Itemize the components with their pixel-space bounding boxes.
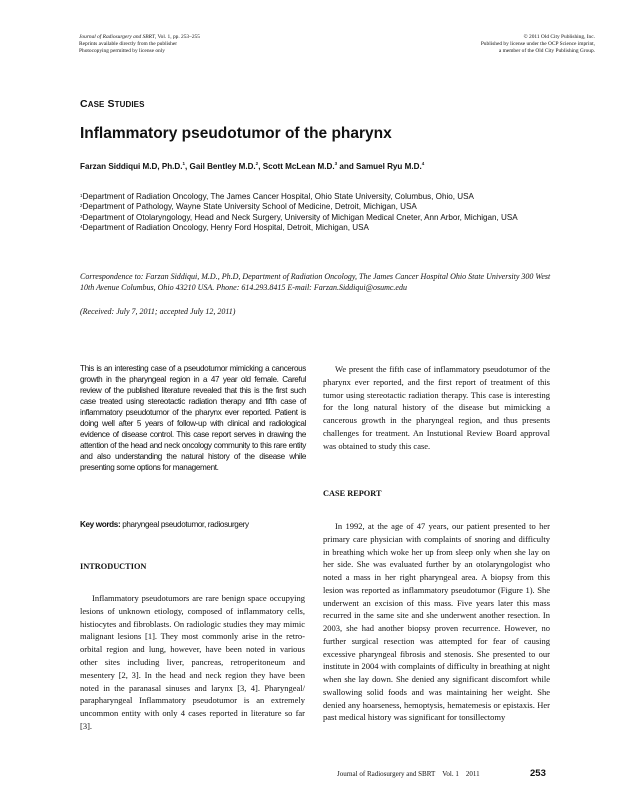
footer-year: 2011: [465, 770, 480, 778]
case-report-paragraph: In 1992, at the age of 47 years, our patient presented to her primary care physician with complaints of snoring and difficulty in breathing which woke her up from sleep only when she lay on her side. She was evaluated further by an otolaryngologist who noted a mass in her right pharyngeal area. A biopsy from this lesion was reported as inflammatory pseudotumor (Figure 1). She underwent an excision of this mass. Five years later this mass recurred in the same site and she underwent another resection. In 2003, she had another biopsy proven recurrence. However, no further surgical resection was attempted for fear of causing excessive pharyngeal fibrosis and stenosis. She presented to our institute in 2004 with complaints of difficulty in breathing at night when she lay down. She denied any significant discomfort while swallowing solid foods and was maintaining her weight. She denied any hoarseness, hemoptysis, hematemesis or epistaxis. Her past medical history was significant for tonsillectomy: [323, 521, 550, 723]
section-label: [80, 98, 145, 110]
author-affiliation-mark: 4: [421, 161, 425, 166]
author-list: [80, 162, 424, 171]
affiliation-text: Department of Radiation Oncology, Henry Ford Hospital, Detroit, Michigan, USA: [82, 223, 369, 233]
affiliation-mark: 2: [80, 203, 83, 209]
author-separator: and: [337, 162, 357, 171]
author-affiliation-mark: 3: [334, 161, 338, 166]
running-header-left: [79, 34, 309, 55]
section-label-cap: C: [80, 98, 88, 110]
affiliation: [80, 223, 550, 233]
author-separator: ,: [185, 162, 190, 171]
keywords: [80, 520, 310, 529]
reprints-note: Reprints available directly from the publisher: [79, 41, 178, 47]
section-label-rest: ASE: [87, 100, 105, 109]
affiliation: [80, 202, 550, 212]
case-report-heading: CASE REPORT: [323, 489, 382, 498]
author-name: Scott McLean M.D.: [262, 162, 335, 171]
citation-volume-pages: , Vol. 1, pp. 253–255: [154, 34, 200, 40]
author: [356, 162, 424, 171]
affiliation-mark: 3: [80, 213, 83, 219]
keywords-label: Key words:: [80, 520, 121, 529]
footer-journal-info: [337, 770, 480, 778]
author-name: Farzan Siddiqui M.D, Ph.D.: [80, 162, 183, 171]
author-name: Gail Bentley M.D.: [189, 162, 256, 171]
affiliation: [80, 213, 528, 223]
affiliation-text: Department of Otolaryngology, Head and Neck Surgery, University of Michigan Medical Cneter, Ann Arbor, Michigan, USA: [82, 212, 518, 222]
citation-line: [79, 34, 309, 41]
section-label-cap: S: [107, 98, 115, 110]
received-dates: (Received: July 7, 2011; accepted July 12, 2011): [80, 307, 236, 316]
affiliation: [80, 192, 550, 202]
introduction-continued-paragraph: We present the fifth case of inflammatory pseudotumor of the pharynx ever reported, and the first report of treatment of this tumor using stereotactic radiation therapy. This case is interesting for the long natural history of the disease but mimicking a cancerous growth in the pharyngeal region, and thus presents challenges for treatment. An Instutional Review Board approval was obtained to study this case.: [323, 364, 550, 451]
running-header-right: [390, 34, 595, 55]
author: [190, 162, 259, 171]
correspondence: Correspondence to: Farzan Siddiqui, M.D., Ph.D, Department of Radiation Oncology, The James Cancer Hospital Ohio State University 300 West 10th Avenue Columbus, Ohio 43210 USA. Phone: 614.293.8415 E-mail: Farzan.Siddiqui@osumc.edu: [80, 272, 551, 293]
introduction-heading: INTRODUCTION: [80, 562, 147, 571]
citation-journal: Journal of Radiosurgery and SBRT: [79, 34, 155, 40]
copyright-line: © 2011 Old City Publishing, Inc.: [523, 34, 595, 40]
photocopy-note: Photocopying permitted by license only: [79, 48, 165, 54]
affiliation-text: Department of Pathology, Wayne State University School of Medicine, Detroit, Michigan, USA: [82, 202, 417, 212]
affiliation-mark: 1: [80, 193, 83, 198]
author-affiliation-mark: 1: [182, 161, 186, 166]
footer-journal-name: Journal of Radiosurgery and SBRT: [337, 770, 436, 778]
article-title: Inflammatory pseudotumor of the pharynx: [80, 125, 392, 142]
keywords-list: pharyngeal pseudotumor, radiosurgery: [120, 520, 249, 529]
footer-volume: Vol. 1: [442, 770, 459, 778]
author-name: Samuel Ryu M.D.: [356, 162, 422, 171]
introduction-paragraph: Inflammatory pseudotumors are rare benign space occupying lesions of unknown etiology, composed of inflammatory cells, histiocytes and fibroblasts. On radiologic studies they may mimic malignant lesions [1]. They most commonly arise in the retro-orbital region and lung, however, have been noted in various other sites including liver, pancreas, retroperitoneum and mesentery [2, 3]. In the head and neck region they have been noted in the paranasal sinuses and larynx [3, 4]. Pharyngeal/ parapharyngeal Inflammatory pseudotumor is an extremely uncommon entity with only 4 cases reported in literature so far [3].: [80, 593, 305, 731]
author: [263, 162, 337, 171]
affiliation-text: Department of Radiation Oncology, The James Cancer Hospital, Ohio State University, Columbus, Ohio, USA: [82, 192, 474, 201]
author: [80, 162, 185, 171]
page-number: 253: [530, 768, 546, 779]
license-line: Published by license under the OCP Science imprint,: [480, 41, 595, 47]
publisher-group-line: a member of the Old City Publishing Group.: [498, 48, 595, 54]
affiliations: [80, 192, 550, 234]
section-label-rest: TUDIES: [114, 100, 145, 109]
abstract: This is an interesting case of a pseudotumor mimicking a cancerous growth in the pharyngeal region in a 47 year old female. Careful review of the published literature revealed that this is the first such case treated using stereotactic radiation therapy and fifth case of inflammatory pseudotumor of the pharynx ever reported. Patient is doing well after 5 years of follow-up with clinical and radiological evidence of disease control. This case report serves in drawing the attention of the head and neck oncology community to this rare entity and also understanding the natural history of the disease while presenting some options for management.: [80, 364, 306, 473]
affiliation-mark: 4: [80, 224, 83, 230]
author-separator: ,: [258, 162, 263, 171]
author-affiliation-mark: 2: [255, 161, 259, 166]
